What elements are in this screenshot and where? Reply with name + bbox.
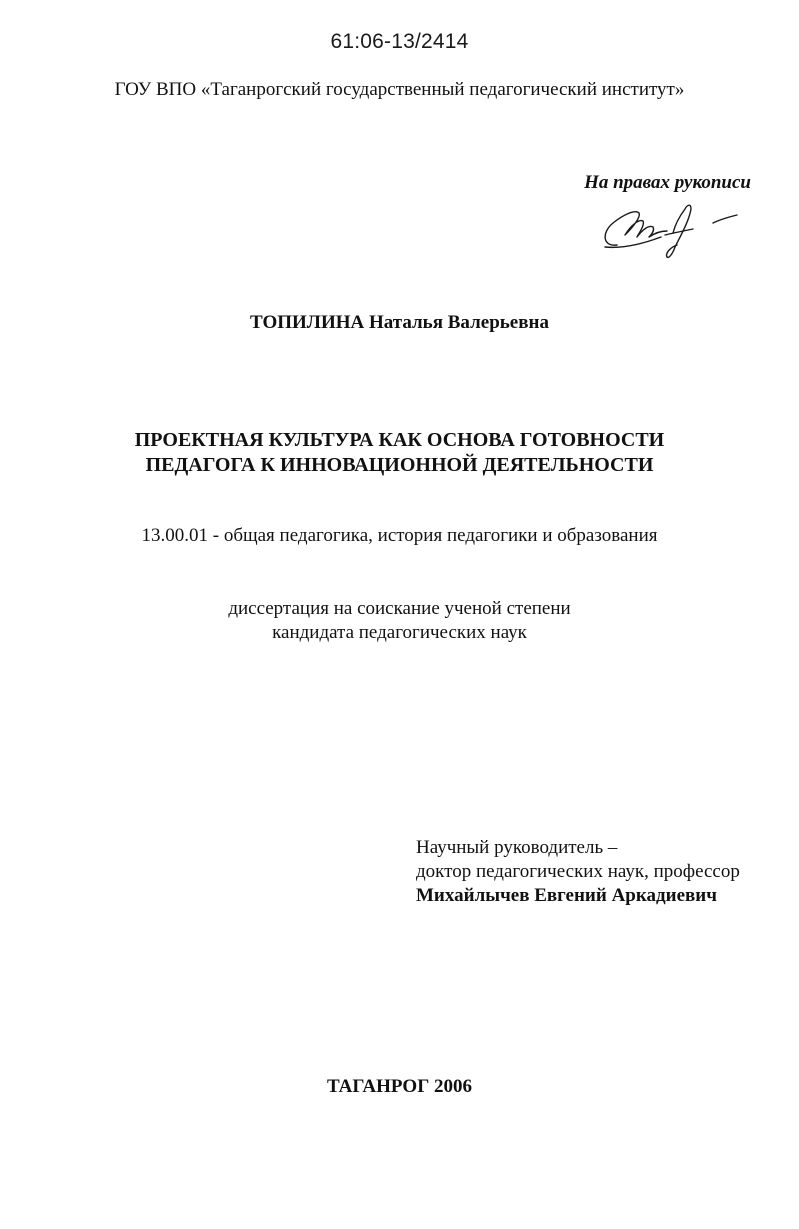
supervisor-block bbox=[416, 836, 740, 908]
city-and-year: ТАГАНРОГ 2006 bbox=[326, 1076, 473, 1097]
supervisor-role: Научный руководитель – bbox=[416, 837, 618, 858]
specialty-code: 13.00.01 - общая педагогика, история педагогики и образования bbox=[141, 525, 658, 546]
author-surname: ТОПИЛИНА bbox=[250, 312, 365, 333]
supervisor-credentials: доктор педагогических наук, профессор bbox=[416, 861, 740, 882]
institution-name: ГОУ ВПО «Таганрогский государственный педагогический институт» bbox=[114, 79, 685, 100]
degree-line: диссертация на соискание ученой степени bbox=[228, 598, 571, 619]
author-name bbox=[0, 312, 799, 334]
handwritten-signature bbox=[595, 195, 755, 265]
manuscript-rights-note: На правах рукописи bbox=[584, 172, 751, 193]
degree-line: кандидата педагогических наук bbox=[272, 622, 527, 643]
degree-statement bbox=[0, 597, 799, 645]
title-line: ПРОЕКТНАЯ КУЛЬТУРА КАК ОСНОВА ГОТОВНОСТИ bbox=[134, 429, 665, 451]
supervisor-name: Михайлычев Евгений Аркадиевич bbox=[416, 885, 717, 906]
title-line: ПЕДАГОГА К ИННОВАЦИОННОЙ ДЕЯТЕЛЬНОСТИ bbox=[145, 454, 654, 476]
archive-code-stamp: 61:06-13/2414 bbox=[330, 30, 469, 53]
author-given-names: Наталья Валерьевна bbox=[369, 312, 549, 333]
dissertation-title bbox=[0, 428, 799, 478]
